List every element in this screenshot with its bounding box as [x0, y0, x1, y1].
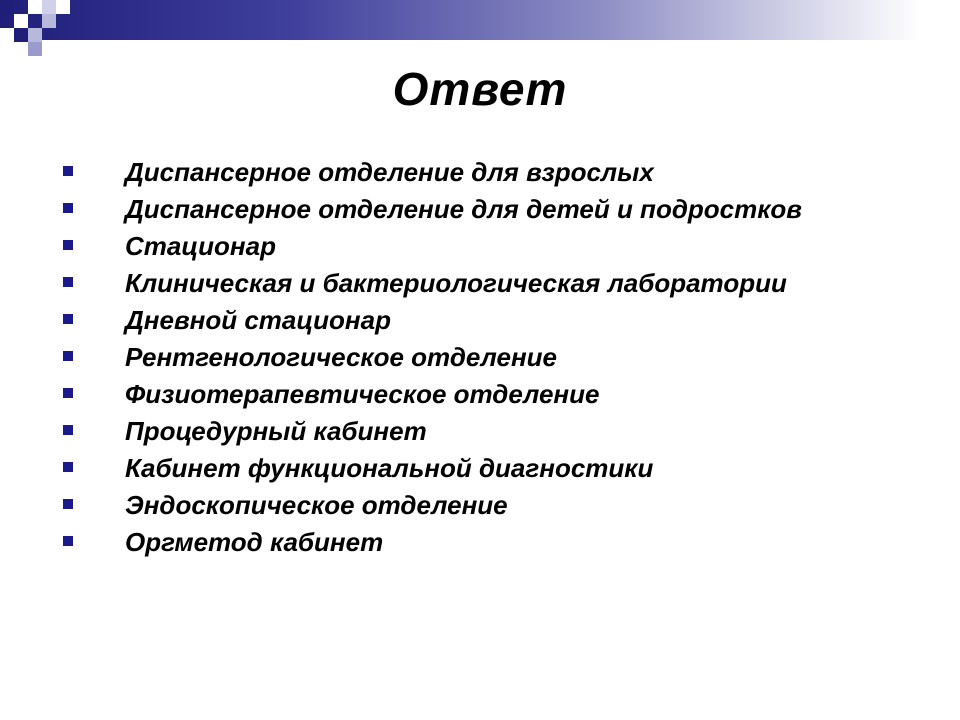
- list-item-text: Дневной стационар: [125, 305, 391, 335]
- square-bullet-icon: [63, 425, 73, 435]
- list-item-text: Процедурный кабинет: [125, 416, 427, 446]
- square-bullet-icon: [63, 203, 73, 213]
- slide-title: Ответ: [392, 63, 568, 115]
- deco-square: [56, 0, 70, 14]
- deco-square: [0, 0, 14, 14]
- square-bullet-icon: [63, 277, 73, 287]
- list-item-text: Рентгенологическое отделение: [125, 342, 558, 372]
- list-item-text: Эндоскопическое отделение: [125, 490, 508, 520]
- bullet-list: [60, 158, 920, 565]
- square-bullet-icon: [63, 240, 73, 250]
- list-item: [60, 380, 920, 408]
- list-item-text: Диспансерное отделение для взрослых: [125, 157, 654, 187]
- deco-square: [28, 42, 42, 56]
- deco-square: [0, 28, 14, 42]
- list-item-text: Физиотерапевтическое отделение: [125, 379, 600, 409]
- square-bullet-icon: [63, 536, 73, 546]
- list-item: [60, 454, 920, 482]
- list-item-text: Клиническая и бактериологическая лаборатории: [125, 268, 787, 298]
- decorative-squares: [0, 0, 90, 60]
- list-item: [60, 491, 920, 519]
- square-bullet-icon: [63, 462, 73, 472]
- square-bullet-icon: [63, 166, 73, 176]
- list-item-text: Диспансерное отделение для детей и подростков: [125, 194, 803, 224]
- square-bullet-icon: [63, 314, 73, 324]
- list-item: [60, 195, 920, 223]
- list-item-text: Стационар: [125, 231, 276, 261]
- list-item: [60, 306, 920, 334]
- list-item-text: Кабинет функциональной диагностики: [125, 453, 654, 483]
- list-item: [60, 417, 920, 445]
- deco-square: [42, 0, 56, 14]
- square-bullet-icon: [63, 499, 73, 509]
- deco-square: [28, 0, 42, 14]
- header-gradient-bar: [0, 0, 960, 40]
- list-item: [60, 343, 920, 371]
- deco-square: [14, 14, 28, 28]
- deco-square: [14, 28, 28, 42]
- square-bullet-icon: [63, 388, 73, 398]
- square-bullet-icon: [63, 351, 73, 361]
- list-item: [60, 528, 920, 556]
- deco-square: [28, 28, 42, 42]
- list-item: [60, 232, 920, 260]
- list-item-text: Оргметод кабинет: [125, 527, 384, 557]
- list-item: [60, 269, 920, 297]
- list-item: [60, 158, 920, 186]
- deco-square: [42, 14, 56, 28]
